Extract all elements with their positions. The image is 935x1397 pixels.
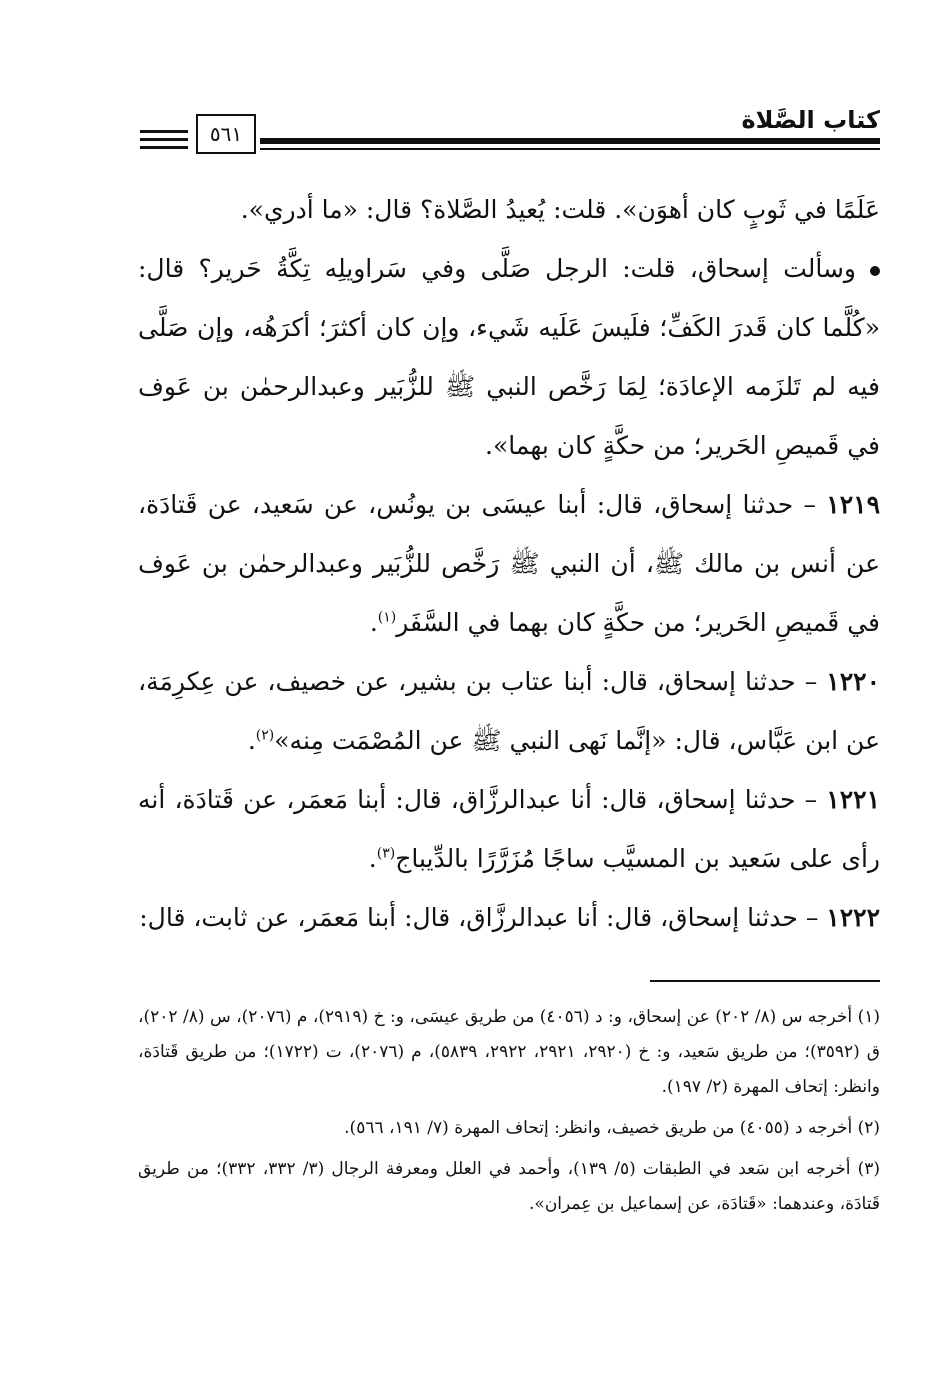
bullet-paragraph bbox=[138, 239, 880, 475]
footnote-3: (٣) أخرجه ابن سَعد في الطبقات (٥/ ١٣٩)، وأحمد في العلل ومعرفة الرجال (٣/ ٣٣٢، ٣٣٢)؛ من طريق قَتادَة، وعندهما: «قَتادَة، عن إسماعيل بن عِمران». bbox=[138, 1159, 880, 1214]
footnote-ref: (١) bbox=[377, 609, 397, 626]
footnote-ref: (٣) bbox=[376, 845, 396, 862]
hadith-end: . bbox=[247, 726, 256, 755]
hadith-number: ١٢٢٠ bbox=[826, 667, 880, 696]
hadith-number: ١٢٢١ bbox=[826, 785, 880, 814]
text-line bbox=[138, 180, 880, 239]
hadith-text: – حدثنا إسحاق، قال: أبنا عيسَى بن يونُس، عن سَعيد، عن قَتادَة، عن أنس بن مالك ﷺ، أن النبي ﷺ رَخَّص للزُّبَير وعبدالرحمٰن بن عَوف في قَميصِ الحَرير؛ من حكَّةٍ كان بهما في السَّفَر bbox=[138, 490, 880, 637]
header-left-rule bbox=[140, 146, 188, 149]
bullet-icon bbox=[870, 266, 880, 276]
header-rule-thick bbox=[260, 138, 880, 144]
header-left-rule bbox=[140, 130, 188, 133]
hadith-1219 bbox=[138, 475, 880, 652]
header-left-rule bbox=[140, 138, 188, 141]
hadith-number: ١٢٢٢ bbox=[826, 903, 880, 932]
hadith-1222 bbox=[138, 888, 880, 947]
hadith-text: – حدثنا إسحاق، قال: أنا عبدالرزَّاق، قال: أبنا مَعمَر، عن ثابت، قال: bbox=[139, 903, 819, 932]
footnote-separator bbox=[650, 980, 880, 982]
header-rule-thin bbox=[260, 148, 880, 150]
footnotes bbox=[138, 1000, 880, 1228]
page-header bbox=[140, 100, 880, 160]
footnote-1: (١) أخرجه س (٨/ ٢٠٢) عن إسحاق، و: د (٤٠٥٦) من طريق عيسَى، و: خ (٢٩١٩)، م (٢٠٧٦)، س (٨/ ٢٠٢)، ق (٣٥٩٢)؛ من طريق سَعيد، و: خ (٢٩٢٠، ٢٩٢١، ٢٩٢٢، ٥٨٣٩)، م (٢٠٧٦)، ت (١٧٢٢)؛ من طريق قَتادَة، وانظر: إتحاف المهرة (٢/ ١٩٧). bbox=[138, 1007, 881, 1097]
hadith-1221 bbox=[138, 770, 880, 888]
hadith-text: – حدثنا إسحاق، قال: أنا عبدالرزَّاق، قال: أبنا مَعمَر، عن قَتادَة، أنه رأى على سَعيد بن المسيَّب ساجًا مُزَرَّرًا بالدِّيباج bbox=[138, 785, 880, 873]
hadith-1220 bbox=[138, 652, 880, 770]
book-title: كتاب الصَّلاة bbox=[741, 106, 880, 134]
bullet-paragraph-text: وسألت إسحاق، قلت: الرجل صَلَّى وفي سَراويلِه تِكَّةُ حَرير؟ قال: «كُلَّما كان قَدرَ الكَفِّ؛ فلَيسَ عَلَيه شَيء، وإن كان أكثرَ؛ أكرَهُه، وإن صَلَّى فيه لم تَلزَمه الإعادَة؛ لِمَا رَخَّص النبي ﷺ للزُّبَير وعبدالرحمٰن بن عَوف في قَميصِ الحَرير؛ من حكَّةٍ كان بهما». bbox=[138, 254, 880, 460]
footnote-ref: (٢) bbox=[255, 727, 275, 744]
main-text bbox=[138, 180, 880, 947]
hadith-end: . bbox=[369, 608, 378, 637]
footnote-2: (٢) أخرجه د (٤٠٥٥) من طريق خصيف، وانظر: إتحاف المهرة (٧/ ١٩١، ٥٦٦). bbox=[344, 1118, 880, 1138]
text-line-content: عَلَمًا في ثَوبٍ كان أهوَن». قلت: يُعيدُ الصَّلاة؟ قال: «ما أدري». bbox=[240, 195, 880, 224]
hadith-number: ١٢١٩ bbox=[826, 490, 880, 519]
hadith-end: . bbox=[368, 844, 377, 873]
hadith-text: – حدثنا إسحاق، قال: أبنا عتاب بن بشير، عن خصيف، عن عِكرِمَة، عن ابن عَبَّاس، قال: «إنَّما نَهى النبي ﷺ عن المُصْمَت مِنه» bbox=[138, 667, 880, 755]
page-number: ٥٦١ bbox=[196, 114, 256, 154]
